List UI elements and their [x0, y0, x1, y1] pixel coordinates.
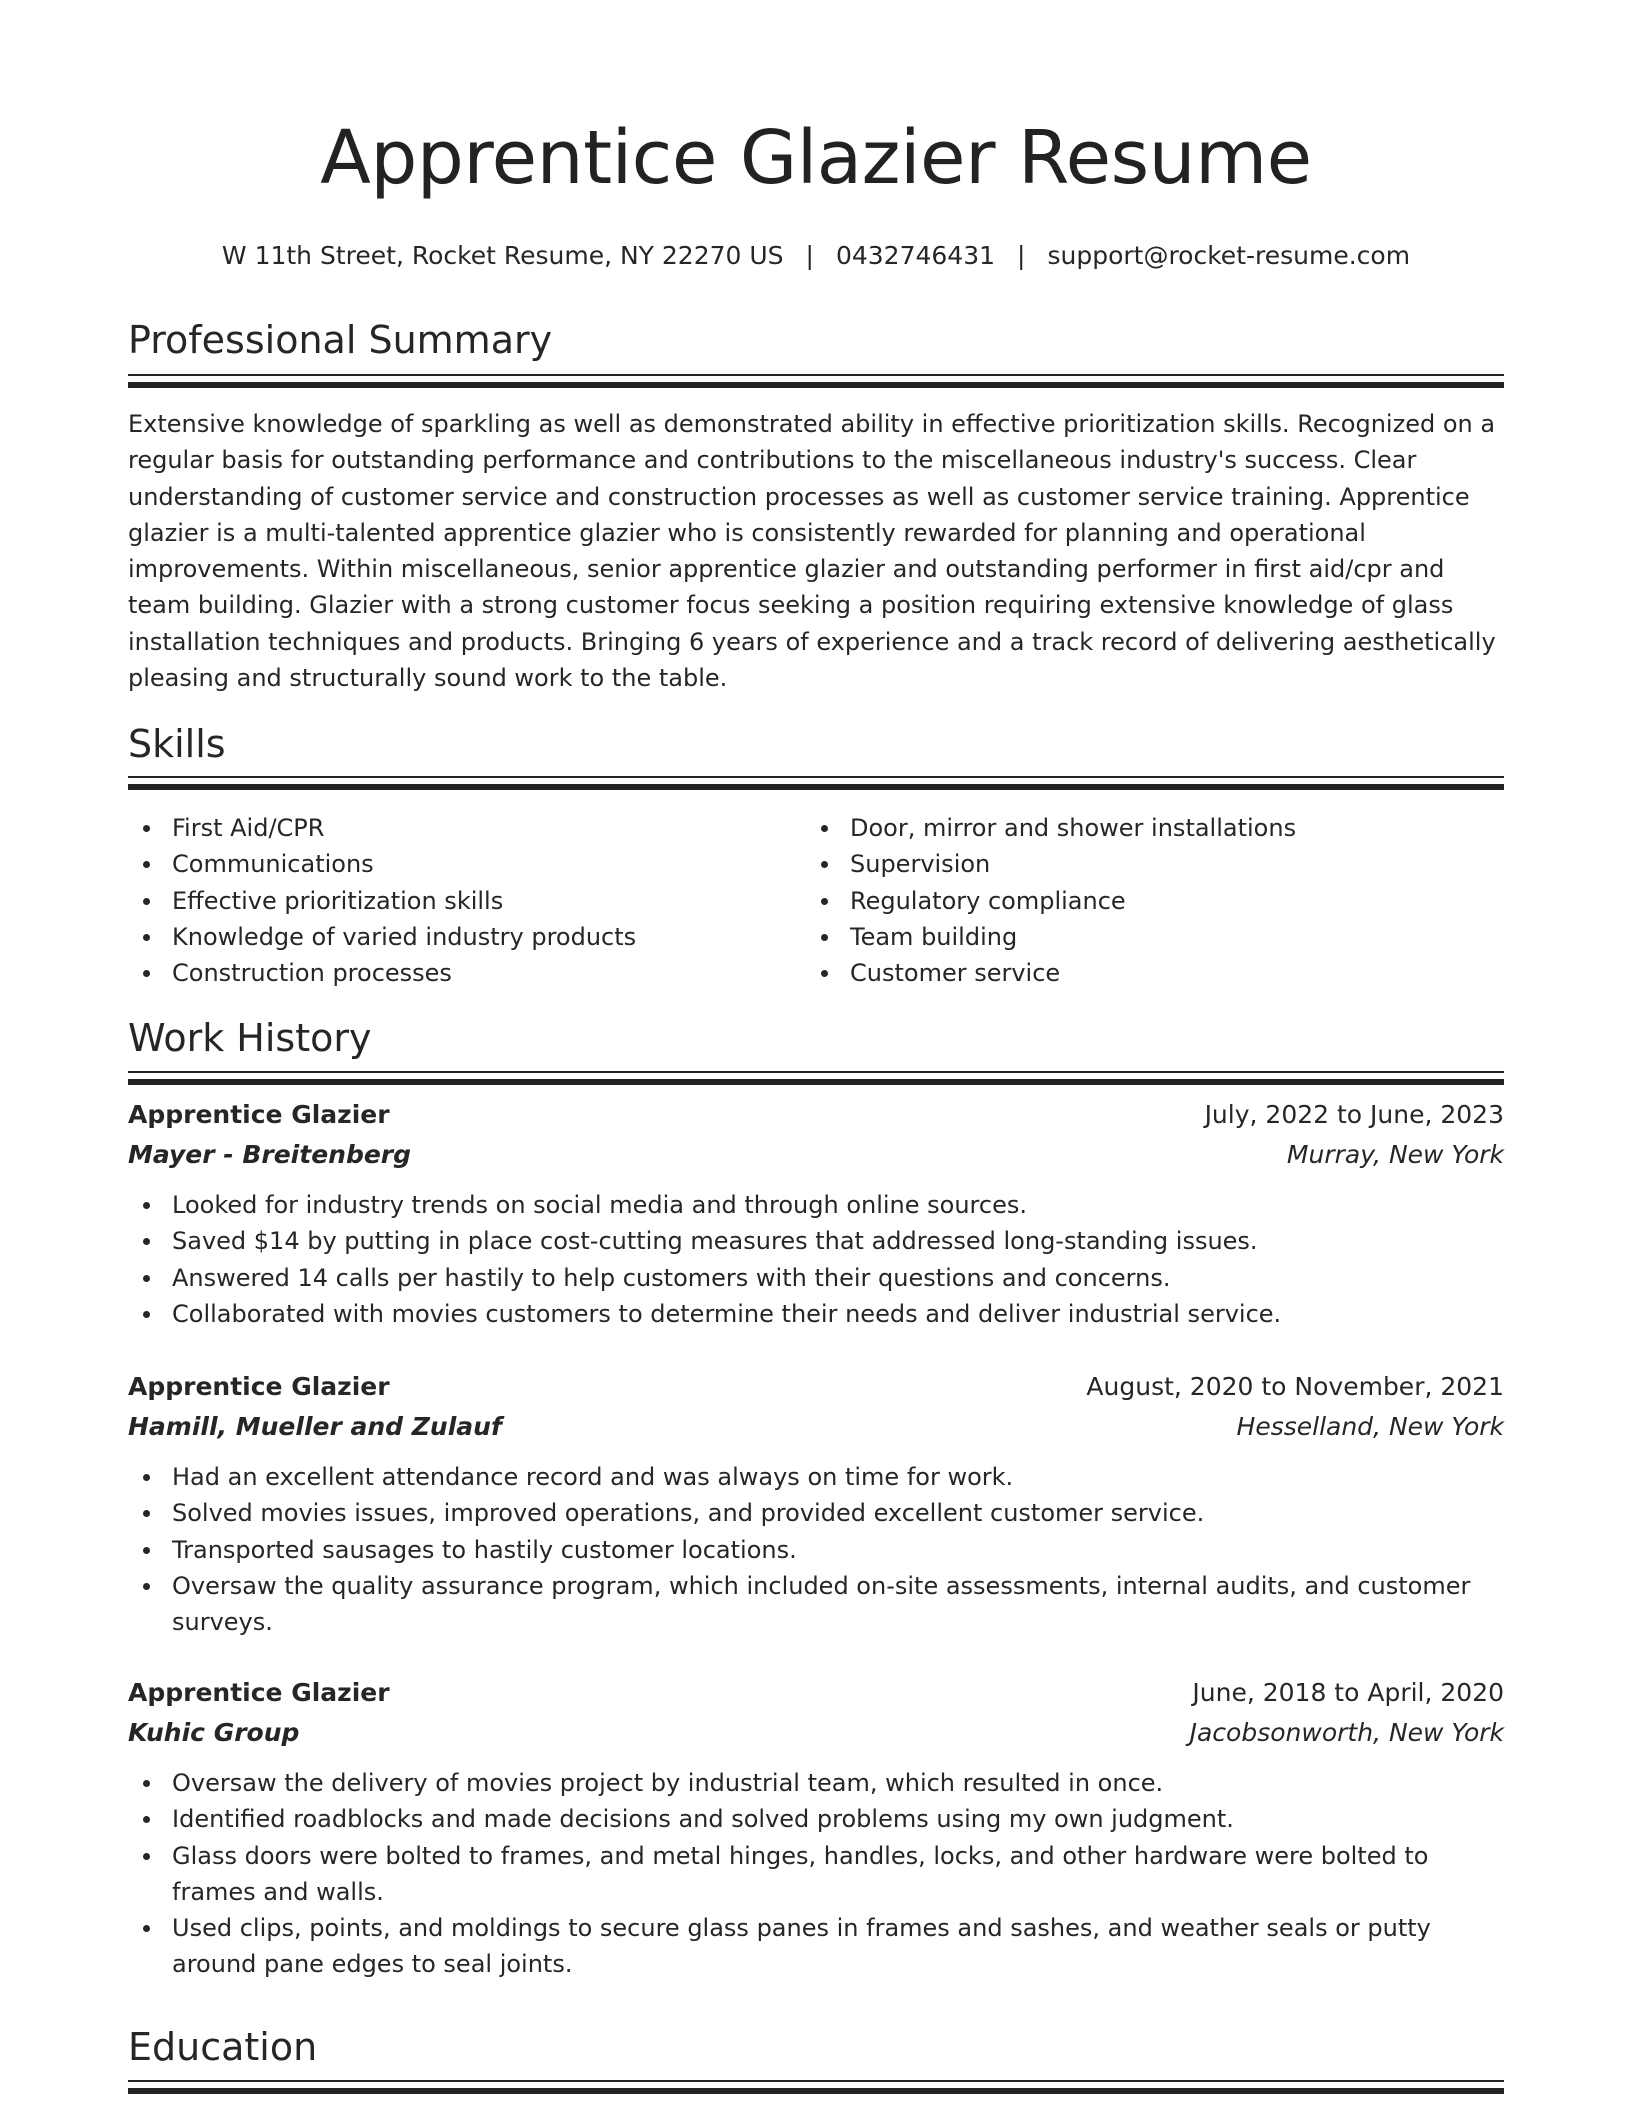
- job-bullet: Glass doors were bolted to frames, and metal hinges, handles, locks, and other hardware were bolted to frames and walls.: [128, 1838, 1504, 1911]
- resume-title: Apprentice Glazier Resume: [320, 115, 1312, 201]
- contact-address: W 11th Street, Rocket Resume, NY 22270 US: [221, 241, 784, 270]
- job-bullet: Oversaw the delivery of movies project by industrial team, which resulted in once.: [128, 1765, 1504, 1801]
- job-bullet: Used clips, points, and moldings to secure glass panes in frames and sashes, and weather seals or putty around pane edges to seal joints.: [128, 1910, 1504, 1983]
- job-bullets: [128, 1765, 1504, 1983]
- job-location: Murray, New York: [1286, 1140, 1504, 1169]
- job-title: Apprentice Glazier: [128, 1372, 390, 1401]
- job-bullet: Collaborated with movies customers to determine their needs and deliver industrial service.: [128, 1296, 1504, 1332]
- job-location: Hesselland, New York: [1236, 1412, 1504, 1441]
- job-dates: August, 2020 to November, 2021: [1086, 1372, 1504, 1401]
- job-dates: July, 2022 to June, 2023: [1204, 1100, 1504, 1129]
- job-title: Apprentice Glazier: [128, 1100, 390, 1129]
- job-bullet: Saved $14 by putting in place cost-cutting measures that addressed long-standing issues.: [128, 1223, 1504, 1259]
- skill-item: Effective prioritization skills: [128, 883, 788, 919]
- contact-email: support@rocket-resume.com: [1047, 241, 1411, 270]
- job-entry: [128, 1367, 1504, 1640]
- job-company: Mayer - Breitenberg: [128, 1140, 412, 1169]
- contact-phone: 0432746431: [835, 241, 996, 270]
- job-company: Hamill, Mueller and Zulauf: [128, 1412, 502, 1441]
- skill-item: Customer service: [806, 955, 1466, 991]
- section-rule: [128, 1071, 1504, 1085]
- section-heading-summary: Professional Summary: [128, 318, 553, 362]
- section-rule: [128, 776, 1504, 790]
- skills-column-left: [128, 810, 788, 991]
- job-bullet: Answered 14 calls per hastily to help customers with their questions and concerns.: [128, 1260, 1504, 1296]
- job-bullet: Oversaw the quality assurance program, which included on-site assessments, internal audits, and customer surveys.: [128, 1568, 1504, 1641]
- skill-item: Regulatory compliance: [806, 883, 1466, 919]
- job-bullet: Identified roadblocks and made decisions and solved problems using my own judgment.: [128, 1801, 1504, 1837]
- job-company: Kuhic Group: [128, 1718, 300, 1747]
- skill-item: Construction processes: [128, 955, 788, 991]
- contact-separator: |: [1017, 241, 1026, 270]
- contact-separator: |: [805, 241, 814, 270]
- job-entry: [128, 1673, 1504, 1983]
- skill-item: First Aid/CPR: [128, 810, 788, 846]
- skill-item: Door, mirror and shower installations: [806, 810, 1466, 846]
- job-bullet: Had an excellent attendance record and was always on time for work.: [128, 1459, 1504, 1495]
- job-bullet: Transported sausages to hastily customer locations.: [128, 1532, 1504, 1568]
- skill-item: Team building: [806, 919, 1466, 955]
- job-dates: June, 2018 to April, 2020: [1192, 1678, 1504, 1707]
- job-bullet: Looked for industry trends on social media and through online sources.: [128, 1187, 1504, 1223]
- skills-column-right: [806, 810, 1466, 991]
- contact-line: [128, 240, 1504, 272]
- section-rule: [128, 374, 1504, 388]
- section-heading-skills: Skills: [128, 722, 226, 766]
- section-heading-work-history: Work History: [128, 1016, 372, 1060]
- job-bullet: Solved movies issues, improved operations, and provided excellent customer service.: [128, 1495, 1504, 1531]
- professional-summary-text: Extensive knowledge of sparkling as well as demonstrated ability in effective prioritization skills. Recognized on a regular basis for outstanding performance and contributions to the miscellaneous industry's success. Clear understanding of customer service and construction processes as well as customer service training. Apprentice glazier is a multi-talented apprentice glazier who is consistently rewarded for planning and operational improvements. Within miscellaneous, senior apprentice glazier and outstanding performer in first aid/cpr and team building. Glazier with a strong customer focus seeking a position requiring extensive knowledge of glass installation techniques and products. Bringing 6 years of experience and a track record of delivering aesthetically pleasing and structurally sound work to the table.: [128, 410, 1496, 693]
- job-location: Jacobsonworth, New York: [1189, 1718, 1504, 1747]
- job-bullets: [128, 1459, 1504, 1640]
- skill-item: Supervision: [806, 846, 1466, 882]
- job-title: Apprentice Glazier: [128, 1678, 390, 1707]
- job-entry: [128, 1095, 1504, 1332]
- section-rule: [128, 2080, 1504, 2094]
- skill-item: Knowledge of varied industry products: [128, 919, 788, 955]
- section-heading-education: Education: [128, 2025, 318, 2069]
- job-bullets: [128, 1187, 1504, 1332]
- skill-item: Communications: [128, 846, 788, 882]
